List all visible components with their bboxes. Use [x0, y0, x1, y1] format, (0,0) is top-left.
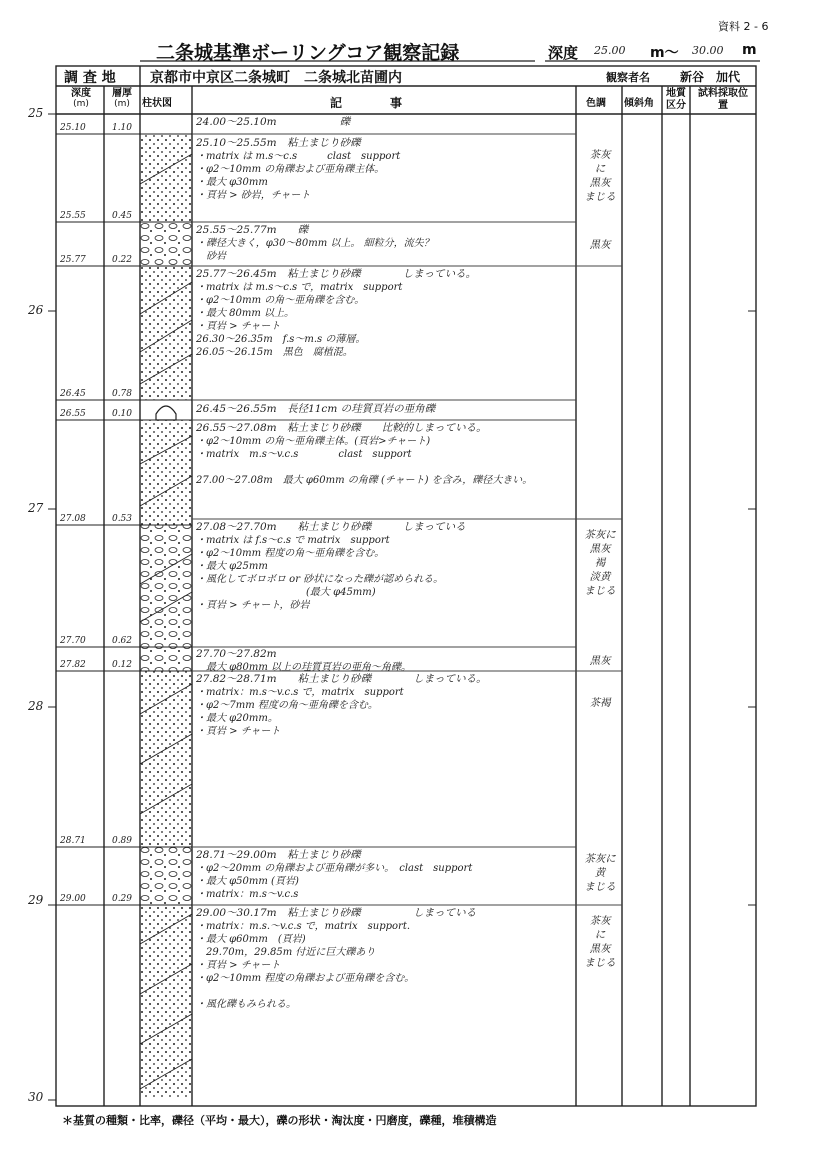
note-line: 25.77〜26.45m 粘土まじり砂礫 しまっている。	[196, 268, 477, 280]
col-columnar: 柱状図	[142, 98, 172, 109]
observer-label: 観察者名	[606, 71, 650, 84]
note-line: 26.30〜26.35m f.s〜m.s の薄層。	[196, 334, 366, 345]
layer-depth: 26.45	[60, 389, 86, 399]
layer-thickness: 0.62	[111, 636, 133, 646]
note-entry	[196, 521, 576, 612]
col-color: 色調	[586, 98, 606, 109]
note-line: ・風化礫もみられる。	[196, 999, 296, 1010]
note-line: ・matrix：m.s〜v.c.s	[196, 889, 299, 900]
note-line: ・最大 φ20mm。	[196, 713, 278, 724]
note-line: 25.55〜25.77m 礫	[196, 224, 309, 236]
layer-gravel-2	[140, 222, 192, 266]
layer-depth: 27.82	[60, 660, 86, 670]
layer-thickness: 1.10	[111, 123, 133, 133]
color-line: 黄	[594, 867, 606, 879]
note-line: ・matrix：m.s〜v.c.s で，matrix support	[196, 687, 404, 698]
depth-unit: m	[742, 42, 757, 58]
color-line: 茶灰	[589, 149, 611, 161]
note-line: ・礫径大きく，φ30〜80mm 以上。 細粒分，流失？	[196, 238, 434, 249]
color-line: 茶灰に	[584, 529, 616, 541]
color-entry	[574, 528, 626, 598]
layer-depth: 26.55	[60, 409, 86, 419]
layer-depth: 27.70	[60, 636, 86, 646]
layer-thickness: 0.12	[111, 660, 133, 670]
note-line: ・φ2〜7mm 程度の角〜亜角礫を含む。	[196, 700, 378, 711]
note-line: ・matrix は m.s〜c.s clast support	[196, 151, 401, 162]
note-line: 26.05〜26.15m 黒色 腐植混。	[196, 347, 353, 358]
scale-mark: 28	[28, 699, 44, 713]
note-line: ・頁岩 > チャート，砂岩	[196, 600, 310, 611]
layer-depth: 25.55	[60, 211, 86, 221]
note-entry	[196, 907, 576, 1011]
color-line: 黒灰	[589, 543, 611, 555]
site-value: 京都市中京区二条城町 二条城北苗圃内	[150, 70, 402, 86]
scale-mark: 30	[28, 1090, 44, 1104]
note-line: (最大 φ45mm)	[196, 587, 376, 598]
color-line: に	[594, 163, 606, 175]
color-line: 黒灰	[589, 177, 611, 189]
layer-gravel-5	[140, 525, 192, 647]
layer-gravel-8	[140, 847, 192, 905]
note-line: 27.82〜28.71m 粘土まじり砂礫 しまっている。	[196, 673, 487, 685]
note-line: 最大 φ80mm 以上の珪質頁岩の亜角〜角礫。	[196, 662, 412, 673]
color-line: 黒灰	[589, 655, 611, 667]
layer-depth: 25.10	[60, 123, 86, 133]
note-line: ・φ2〜10mm の角〜亜角礫主体。(頁岩>チャート)	[196, 436, 431, 447]
note-line: 28.71〜29.00m 粘土まじり砂礫	[196, 849, 361, 861]
layer-thickness: 0.22	[111, 255, 133, 265]
note-line: 27.00〜27.08m 最大 φ60mm の角礫 (チャート) を含み，礫径大きい。	[196, 475, 533, 486]
note-line: ・頁岩 > チャート	[196, 960, 281, 971]
col-depth	[64, 88, 98, 110]
col-geo-div: 地質区分	[666, 88, 686, 111]
note-line: 27.70〜27.82m	[196, 648, 277, 660]
col-dip: 傾斜角	[624, 98, 654, 109]
scale-mark: 25	[28, 106, 44, 120]
note-line: ・風化してボロボロ or 砂状になった礫が認められる。	[196, 574, 444, 585]
layer-gravel-6	[140, 647, 192, 671]
note-entry	[196, 673, 576, 738]
col-thickness-unit: (m)	[114, 99, 130, 109]
layer-gravel-4	[140, 420, 192, 525]
color-line: まじる	[584, 585, 616, 597]
note-line: 砂岩	[196, 251, 226, 262]
layer-gravel-1	[140, 134, 192, 222]
note-line	[196, 461, 576, 474]
note-line: 29.70m，29.85m 付近に巨大礫あり	[196, 947, 376, 958]
color-line: 茶灰	[589, 915, 611, 927]
col-depth-unit: (m)	[73, 99, 89, 109]
col-depth-label: 深度	[71, 88, 91, 99]
layer-gravel-9	[140, 905, 192, 1097]
note-line: 24.00〜25.10m 礫	[196, 116, 351, 128]
document-ref: 資料 2 - 6	[718, 20, 769, 33]
color-entry	[574, 696, 626, 710]
note-line: ・matrix：m.s.〜v.c.s で，matrix support.	[196, 921, 411, 932]
note-entry	[196, 268, 576, 359]
footnote: ＊基質の種類・比率，礫径（平均・最大），礫の形状・淘汰度・円磨度，礫種，堆積構造	[62, 1114, 497, 1127]
site-label: 調 査 地	[64, 70, 116, 86]
layer-thickness: 0.89	[111, 836, 133, 846]
layer-depth: 29.00	[60, 894, 86, 904]
color-line: 茶褐	[589, 697, 611, 709]
note-line: ・φ2〜10mm 程度の角〜亜角礫を含む。	[196, 548, 385, 559]
note-line: ・matrix は f.s〜c.s で matrix support	[196, 535, 390, 546]
layer-thickness: 0.78	[111, 389, 133, 399]
color-line: 黒灰	[589, 943, 611, 955]
note-line: ・φ2〜10mm 程度の角礫および亜角礫を含む。	[196, 973, 415, 984]
color-line: まじる	[584, 191, 616, 203]
note-line: 26.55〜27.08m 粘土まじり砂礫 比較的しまっている。	[196, 422, 487, 434]
note-line: ・最大 φ30mm	[196, 177, 268, 188]
color-line: まじる	[584, 957, 616, 969]
note-line: ・φ2〜20mm の角礫および亜角礫が多い。 clast support	[196, 863, 473, 874]
scale-mark: 26	[28, 303, 44, 317]
color-line: 淡黄	[589, 571, 611, 583]
color-line: 黒灰	[589, 239, 611, 251]
layer-depth: 28.71	[60, 836, 86, 846]
note-entry	[196, 137, 576, 202]
note-entry	[196, 403, 576, 416]
col-sample: 試料採取位置	[698, 88, 748, 111]
color-entry	[574, 654, 626, 668]
col-thickness-label: 層厚	[112, 88, 132, 99]
depth-to: 30.00	[692, 44, 724, 57]
layer-thickness: 0.45	[111, 211, 133, 221]
note-entry	[196, 422, 576, 487]
note-line: ・最大 φ25mm	[196, 561, 268, 572]
scale-mark: 29	[28, 893, 44, 907]
note-line: ・最大 80mm 以上。	[196, 308, 295, 319]
columnar-section	[140, 114, 192, 1106]
color-entry	[574, 914, 626, 970]
note-line: ・頁岩 > 砂岩，チャート	[196, 190, 311, 201]
note-line: 27.08〜27.70m 粘土まじり砂礫 しまっている	[196, 521, 466, 533]
depth-from: 25.00	[594, 44, 626, 57]
layer-depth: 27.08	[60, 514, 86, 524]
page-title: 二条城基準ボーリングコア観察記録	[156, 42, 460, 64]
note-line: 29.00〜30.17m 粘土まじり砂礫 しまっている	[196, 907, 477, 919]
note-entry	[196, 648, 576, 674]
depth-range-label: 深度	[548, 44, 579, 62]
col-notes: 記 事	[330, 96, 403, 110]
note-line: ・頁岩 > チャート	[196, 321, 281, 332]
note-line: ・頁岩 > チャート	[196, 726, 281, 737]
note-line	[196, 985, 576, 998]
color-entry	[574, 148, 626, 204]
note-entry	[196, 224, 576, 263]
color-entry	[574, 238, 626, 252]
color-line: まじる	[584, 881, 616, 893]
note-line: ・最大 φ50mm (頁岩)	[196, 876, 299, 887]
note-line: ・最大 φ60mm (頁岩)	[196, 934, 306, 945]
cobble-mark	[156, 406, 176, 420]
observer-name: 新谷 加代	[680, 70, 741, 84]
note-entry	[196, 849, 576, 901]
color-entry	[574, 852, 626, 894]
layer-thickness: 0.53	[111, 514, 133, 524]
depth-sep: m〜	[650, 45, 679, 61]
note-line: ・matrix m.s〜v.c.s clast support	[196, 449, 412, 460]
color-line: 褐	[594, 557, 606, 569]
note-line: ・φ2〜10mm の角礫および亜角礫主体。	[196, 164, 385, 175]
layer-depth: 25.77	[60, 255, 86, 265]
note-entry	[196, 116, 576, 129]
color-line: 茶灰に	[584, 853, 616, 865]
layer-thickness: 0.29	[111, 894, 133, 904]
col-thickness	[106, 88, 138, 110]
note-line: 26.45〜26.55m 長径11cm の珪質頁岩の亜角礫	[196, 403, 436, 415]
note-line: ・φ2〜10mm の角〜亜角礫を含む。	[196, 295, 365, 306]
note-line: 25.10〜25.55m 粘土まじり砂礫	[196, 137, 361, 149]
layer-thickness: 0.10	[111, 409, 133, 419]
scale-mark: 27	[28, 501, 44, 515]
note-line: ・matrix は m.s〜c.s で，matrix support	[196, 282, 403, 293]
color-line: に	[594, 929, 606, 941]
